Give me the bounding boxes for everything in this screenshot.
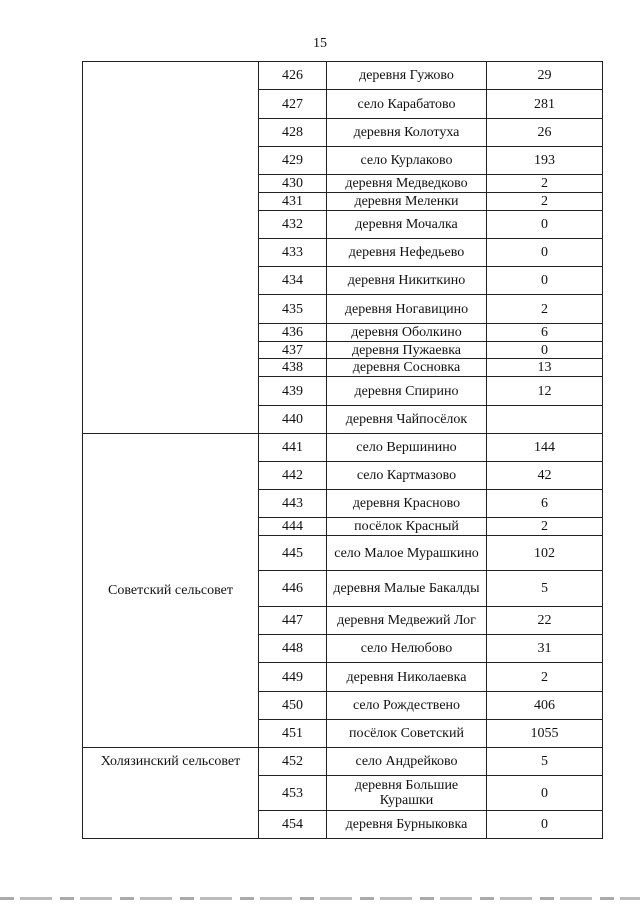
- row-number: 449: [259, 663, 327, 692]
- population-value: 31: [487, 635, 603, 663]
- row-number: 450: [259, 692, 327, 720]
- row-number: 446: [259, 571, 327, 607]
- row-number: 432: [259, 211, 327, 239]
- row-number: 434: [259, 267, 327, 295]
- settlement-name: деревня Сосновка: [327, 359, 487, 377]
- population-value: 2: [487, 518, 603, 536]
- table-row: [83, 62, 603, 90]
- settlement-name: деревня Медведково: [327, 175, 487, 193]
- settlement-name: деревня Спирино: [327, 377, 487, 406]
- row-number: 440: [259, 406, 327, 434]
- population-value: 22: [487, 607, 603, 635]
- population-value: 2: [487, 193, 603, 211]
- row-number: 427: [259, 90, 327, 119]
- population-value: 2: [487, 663, 603, 692]
- population-value: 0: [487, 267, 603, 295]
- settlement-name: деревня Красново: [327, 490, 487, 518]
- population-value: 0: [487, 211, 603, 239]
- settlement-name: деревня Большие Курашки: [327, 776, 487, 811]
- settlement-name: деревня Бурныковка: [327, 811, 487, 839]
- population-value: 281: [487, 90, 603, 119]
- settlement-name: деревня Гужово: [327, 62, 487, 90]
- settlement-name: деревня Медвежий Лог: [327, 607, 487, 635]
- row-number: 436: [259, 324, 327, 342]
- settlement-name: деревня Ногавицино: [327, 295, 487, 324]
- row-number: 439: [259, 377, 327, 406]
- settlement-name: деревня Оболкино: [327, 324, 487, 342]
- population-value: 42: [487, 462, 603, 490]
- settlement-name: село Рождествено: [327, 692, 487, 720]
- row-number: 442: [259, 462, 327, 490]
- population-value: 0: [487, 239, 603, 267]
- population-value: 406: [487, 692, 603, 720]
- population-value: 0: [487, 342, 603, 359]
- population-value: 26: [487, 119, 603, 147]
- council-cell: [83, 62, 259, 434]
- population-value: 0: [487, 776, 603, 811]
- row-number: 443: [259, 490, 327, 518]
- row-number: 428: [259, 119, 327, 147]
- settlement-name: деревня Нефедьево: [327, 239, 487, 267]
- population-value: 5: [487, 748, 603, 776]
- row-number: 426: [259, 62, 327, 90]
- row-number: 438: [259, 359, 327, 377]
- settlement-name: село Андрейково: [327, 748, 487, 776]
- row-number: 435: [259, 295, 327, 324]
- settlement-name: деревня Малые Бакалды: [327, 571, 487, 607]
- settlement-name: посёлок Советский: [327, 720, 487, 748]
- settlement-name: деревня Колотуха: [327, 119, 487, 147]
- settlement-name: село Картмазово: [327, 462, 487, 490]
- settlement-name: посёлок Красный: [327, 518, 487, 536]
- settlement-name: село Вершинино: [327, 434, 487, 462]
- population-value: 102: [487, 536, 603, 571]
- settlement-name: деревня Меленки: [327, 193, 487, 211]
- row-number: 429: [259, 147, 327, 175]
- settlements-table: [82, 61, 603, 839]
- row-number: 453: [259, 776, 327, 811]
- row-number: 445: [259, 536, 327, 571]
- row-number: 452: [259, 748, 327, 776]
- settlement-name: деревня Чайпосёлок: [327, 406, 487, 434]
- row-number: 430: [259, 175, 327, 193]
- settlement-name: деревня Николаевка: [327, 663, 487, 692]
- council-cell: Советский сельсовет: [83, 434, 259, 748]
- scan-artifact-line: [0, 897, 640, 900]
- row-number: 433: [259, 239, 327, 267]
- row-number: 431: [259, 193, 327, 211]
- table-row: [83, 748, 603, 776]
- population-value: 0: [487, 811, 603, 839]
- row-number: 444: [259, 518, 327, 536]
- population-value: 193: [487, 147, 603, 175]
- settlement-name: село Нелюбово: [327, 635, 487, 663]
- row-number: 448: [259, 635, 327, 663]
- settlement-name: деревня Пужаевка: [327, 342, 487, 359]
- population-value: 5: [487, 571, 603, 607]
- population-value: 2: [487, 295, 603, 324]
- row-number: 437: [259, 342, 327, 359]
- population-value: 6: [487, 490, 603, 518]
- row-number: 447: [259, 607, 327, 635]
- row-number: 441: [259, 434, 327, 462]
- settlement-name: село Карабатово: [327, 90, 487, 119]
- population-value: 12: [487, 377, 603, 406]
- population-value: 13: [487, 359, 603, 377]
- settlement-name: деревня Никиткино: [327, 267, 487, 295]
- page-number: 15: [313, 36, 327, 51]
- settlement-name: деревня Мочалка: [327, 211, 487, 239]
- population-value: 1055: [487, 720, 603, 748]
- row-number: 451: [259, 720, 327, 748]
- population-value: 29: [487, 62, 603, 90]
- population-value: 6: [487, 324, 603, 342]
- population-value: 2: [487, 175, 603, 193]
- council-cell: Холязинский сельсовет: [83, 748, 259, 839]
- settlement-name: село Малое Мурашкино: [327, 536, 487, 571]
- table-row: [83, 434, 603, 462]
- population-value: 144: [487, 434, 603, 462]
- population-value: [487, 406, 603, 434]
- row-number: 454: [259, 811, 327, 839]
- settlement-name: село Курлаково: [327, 147, 487, 175]
